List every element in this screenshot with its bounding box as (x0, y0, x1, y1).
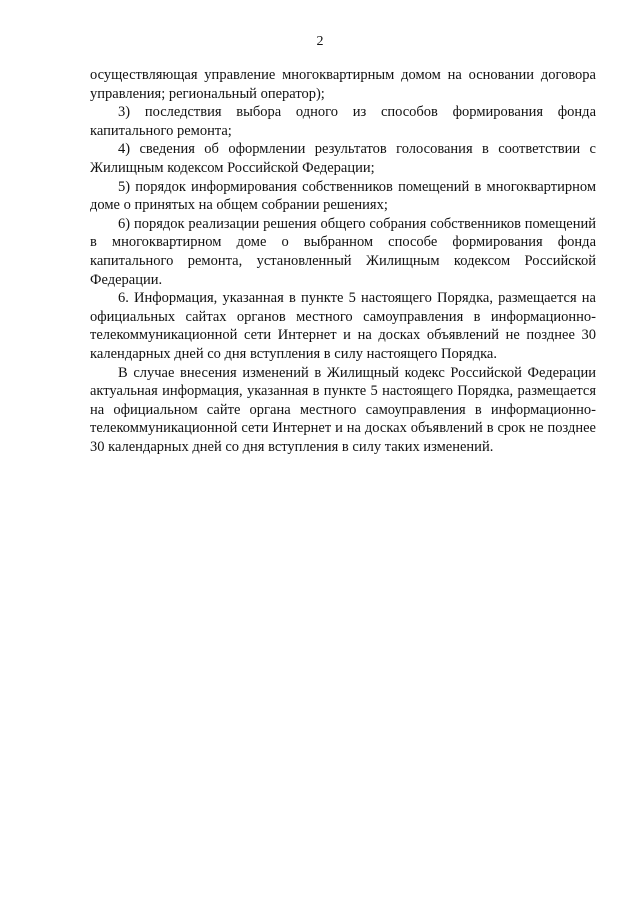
list-item-6: 6) порядок реализации решения общего собрания собственников помещений в многоквартирном доме о выбранном способе формирования фонда капитального ремонта, установленный Жилищным кодексом Российской Федерации. (90, 215, 596, 288)
clause-6-amendment: В случае внесения изменений в Жилищный кодекс Российской Федерации актуальная информация, указанная в пункте 5 настоящего Порядка, размещается на официальном сайте органа местного самоуправления в информационно-телекоммуникационной сети Интернет и на досках объявлений в срок не позднее 30 календарных дней со дня вступления в силу таких изменений. (90, 364, 596, 455)
list-item-5: 5) порядок информирования собственников помещений в многоквартирном доме о принятых на общем собрании решениях; (90, 178, 596, 214)
list-item-4: 4) сведения об оформлении результатов голосования в соответствии с Жилищным кодексом Российской Федерации; (90, 141, 596, 176)
page-number: 2 (316, 34, 324, 49)
list-item-3: 3) последствия выбора одного из способов формирования фонда капитального ремонта; (90, 104, 596, 139)
document-body (90, 66, 596, 456)
clause-6: 6. Информация, указанная в пункте 5 настоящего Порядка, размещается на официальных сайтах органов местного самоуправления в информационно-телекоммуникационной сети Интернет и на досках объявлений не позднее 30 календарных дней со дня вступления в силу настоящего Порядка. (90, 290, 596, 362)
paragraph-continuation: осуществляющая управление многоквартирным домом на основании договора управления; региональный оператор); (90, 67, 596, 102)
